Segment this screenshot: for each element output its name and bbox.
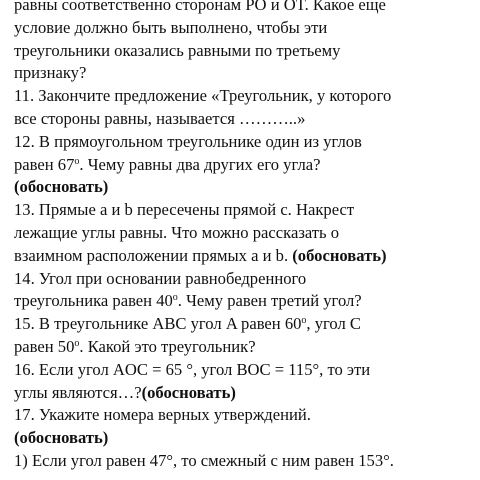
text-line	[14, 199, 476, 222]
line-text: 14. Угол при основании равнобедренного	[14, 268, 307, 288]
text-line	[14, 450, 476, 473]
document-text	[14, 0, 476, 473]
degree-superscript: о	[74, 337, 80, 349]
text-line	[14, 290, 476, 313]
line-text: (обосновать)	[14, 428, 109, 448]
line-text: условие должно быть выполнено, чтобы эти	[14, 17, 328, 37]
justify-note: (обосновать)	[292, 245, 387, 265]
text-line	[14, 62, 476, 85]
degree-superscript: о	[301, 315, 307, 327]
text-line	[14, 245, 476, 268]
line-text-continued: . Какой это треугольник?	[79, 336, 256, 356]
line-text: треугольники оказались равными по третьему	[14, 40, 341, 60]
line-text: признаку?	[14, 63, 87, 83]
text-line	[14, 222, 476, 245]
text-line	[14, 108, 476, 131]
line-text-continued: , угол C	[306, 314, 361, 334]
line-text: 11. Закончите предложение «Треугольник, у которого	[14, 86, 392, 106]
text-line	[14, 40, 476, 63]
text-line	[14, 382, 476, 405]
line-text: 1) Если угол равен 47°, то смежный с ним равен 153°.	[14, 450, 394, 470]
text-line	[14, 313, 476, 336]
line-text: равен 50	[14, 336, 75, 356]
text-line	[14, 0, 476, 17]
line-text: все стороны равны, называется ………..»	[14, 108, 306, 128]
line-text: треугольника равен 40	[14, 291, 173, 311]
line-text: (обосновать)	[14, 177, 109, 197]
text-line	[14, 427, 476, 450]
text-line	[14, 336, 476, 359]
text-line	[14, 131, 476, 154]
line-text-continued: . Чему равны два других его угла?	[79, 154, 321, 174]
degree-superscript: о	[172, 292, 178, 304]
text-line	[14, 17, 476, 40]
line-text: лежащие углы равны. Что можно рассказать о	[14, 222, 340, 242]
text-line	[14, 176, 476, 199]
line-text: углы являются…?	[14, 382, 142, 402]
text-line	[14, 404, 476, 427]
line-text: 17. Укажите номера верных утверждений.	[14, 405, 311, 425]
line-text: 16. Если угол AOC = 65 °, угол BOC = 115°, то эти	[14, 359, 371, 379]
line-text: 12. В прямоугольном треугольнике один из углов	[14, 131, 362, 151]
text-line	[14, 359, 476, 382]
line-text-continued: . Чему равен третий угол?	[177, 291, 362, 311]
line-text: 15. В треугольнике ABC угол A равен 60	[14, 314, 302, 334]
text-line	[14, 154, 476, 177]
line-text: равны соответственно сторонам PO и OT. Какое еще	[14, 0, 386, 14]
line-text: равен 67	[14, 154, 75, 174]
text-line	[14, 85, 476, 108]
line-text: 13. Прямые a и b пересечены прямой c. Накрест	[14, 200, 355, 220]
justify-note: (обосновать)	[141, 382, 236, 402]
text-line	[14, 268, 476, 291]
degree-superscript: о	[74, 155, 80, 167]
line-text: взаимном расположении прямых a и b.	[14, 245, 293, 265]
